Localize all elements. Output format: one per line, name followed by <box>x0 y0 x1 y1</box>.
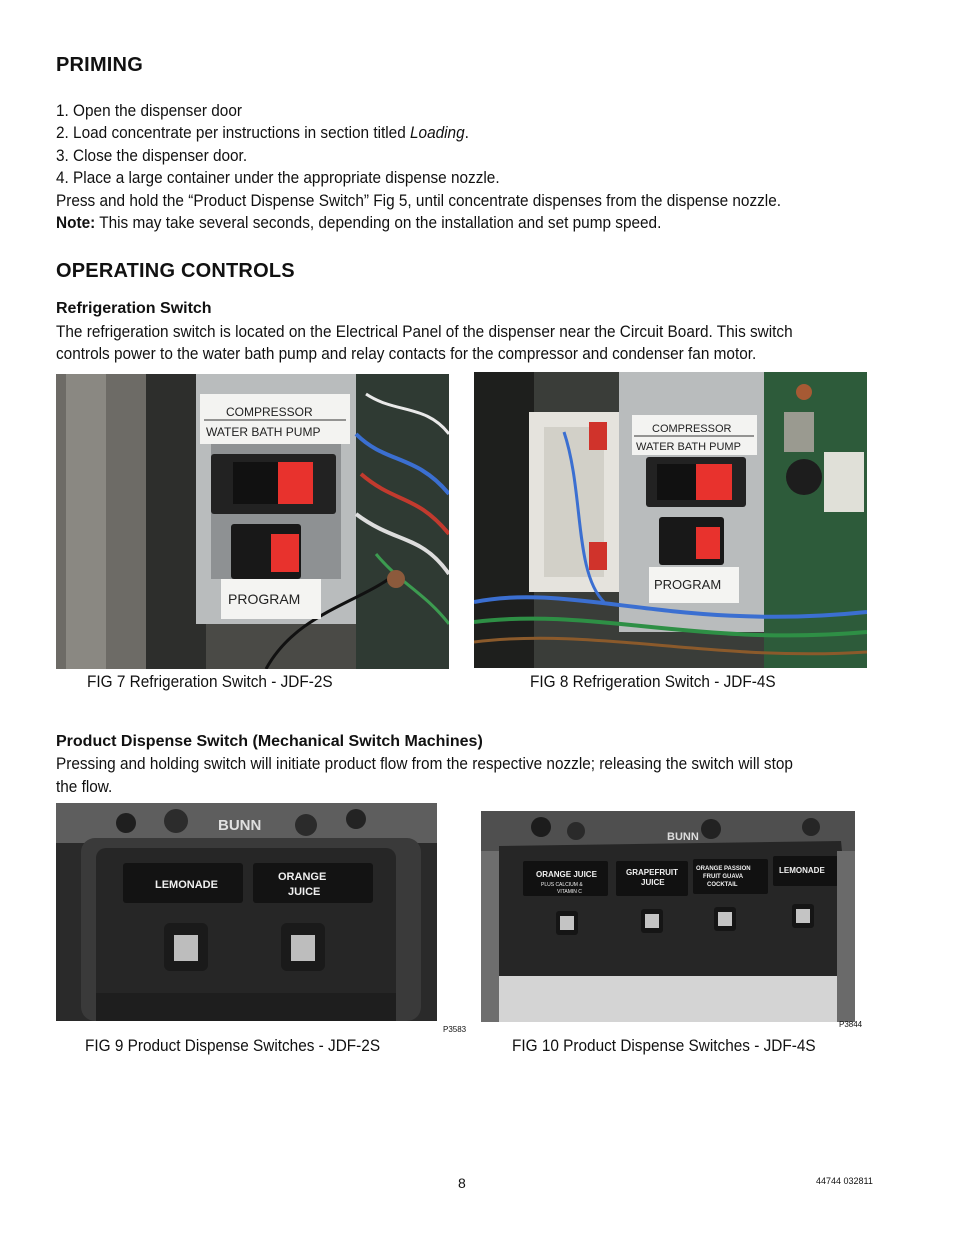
fig7-program-label: PROGRAM <box>228 591 301 607</box>
fig10-cocktail-label: COCKTAIL <box>707 882 738 888</box>
fig8-water-bath-label: WATER BATH PUMP <box>636 441 741 453</box>
fig8-photo <box>474 372 867 668</box>
fig10-grapefruit-label: GRAPEFRUIT <box>626 868 678 877</box>
fig7-compressor-label: COMPRESSOR <box>226 405 313 419</box>
fig8-caption: FIG 8 Refrigeration Switch - JDF-4S <box>530 673 776 691</box>
fig10-photo <box>481 811 855 1022</box>
fig7-water-bath-label: WATER BATH PUMP <box>206 425 321 439</box>
fig10-grapefruit-juice-label: JUICE <box>641 878 665 887</box>
fig10-bunn-logo: BUNN <box>667 831 699 843</box>
fig8-program-label: PROGRAM <box>654 577 722 592</box>
step-2-text: 2. Load concentrate per instructions in section titled <box>56 124 410 142</box>
priming-press-text: Press and hold the “Product Dispense Switch” Fig 5, until concentrate dispenses from the dispense nozzle. <box>56 192 782 210</box>
fig10-photo-code: P3844 <box>839 1020 863 1029</box>
fig10-orange-juice-label: ORANGE JUICE <box>536 870 597 879</box>
fig9-lemonade-label: LEMONADE <box>155 879 218 891</box>
fig9-photo <box>56 803 437 1021</box>
priming-note <box>56 212 661 235</box>
priming-step-4: 4. Place a large container under the appropriate dispense nozzle. <box>56 169 500 187</box>
fig9-caption: FIG 9 Product Dispense Switches - JDF-2S <box>85 1037 381 1055</box>
fig10-guava-label: FRUIT GUAVA <box>703 874 744 880</box>
fig9-orange-label: ORANGE <box>278 871 327 883</box>
fig10-passion-label: ORANGE PASSION <box>696 866 751 872</box>
fig8-compressor-label: COMPRESSOR <box>652 423 732 435</box>
operating-controls-heading: OPERATING CONTROLS <box>56 260 295 282</box>
document-code: 44744 032811 <box>816 1176 873 1186</box>
note-label: Note: <box>56 214 96 232</box>
note-text: This may take several seconds, depending on the installation and set pump speed. <box>95 214 662 232</box>
fig7-caption: FIG 7 Refrigeration Switch - JDF-2S <box>87 673 333 691</box>
fig10-lemonade-label: LEMONADE <box>779 866 825 875</box>
fig9-juice-label: JUICE <box>288 886 321 898</box>
refrigeration-text-line-2: controls power to the water bath pump and relay contacts for the compressor and condenser fan motor. <box>56 345 757 363</box>
fig9-photo-code: P3583 <box>443 1025 467 1034</box>
fig9-bunn-logo: BUNN <box>218 817 262 834</box>
fig10-vitamin-label: VITAMIN C <box>557 889 582 895</box>
refrigeration-switch-heading: Refrigeration Switch <box>56 300 212 317</box>
product-dispense-heading: Product Dispense Switch (Mechanical Switch Machines) <box>56 733 483 750</box>
product-dispense-text-line-1: Pressing and holding switch will initiate product flow from the respective nozzle; releasing the switch will stop <box>56 755 793 773</box>
fig10-caption: FIG 10 Product Dispense Switches - JDF-4S <box>512 1037 816 1055</box>
priming-heading: PRIMING <box>56 54 143 76</box>
page-number: 8 <box>458 1175 466 1191</box>
step-2-end: . <box>464 124 469 142</box>
fig7-photo <box>56 374 449 669</box>
product-dispense-text-line-2: the flow. <box>56 778 113 796</box>
priming-step-3: 3. Close the dispenser door. <box>56 147 248 165</box>
fig10-calcium-label: PLUS CALCIUM & <box>541 882 583 888</box>
step-2-italic: Loading <box>409 124 465 142</box>
refrigeration-text-line-1: The refrigeration switch is located on the Electrical Panel of the dispenser near the Circuit Board. This switch <box>56 323 793 341</box>
priming-step-2 <box>56 122 469 145</box>
priming-step-1: 1. Open the dispenser door <box>56 102 242 120</box>
